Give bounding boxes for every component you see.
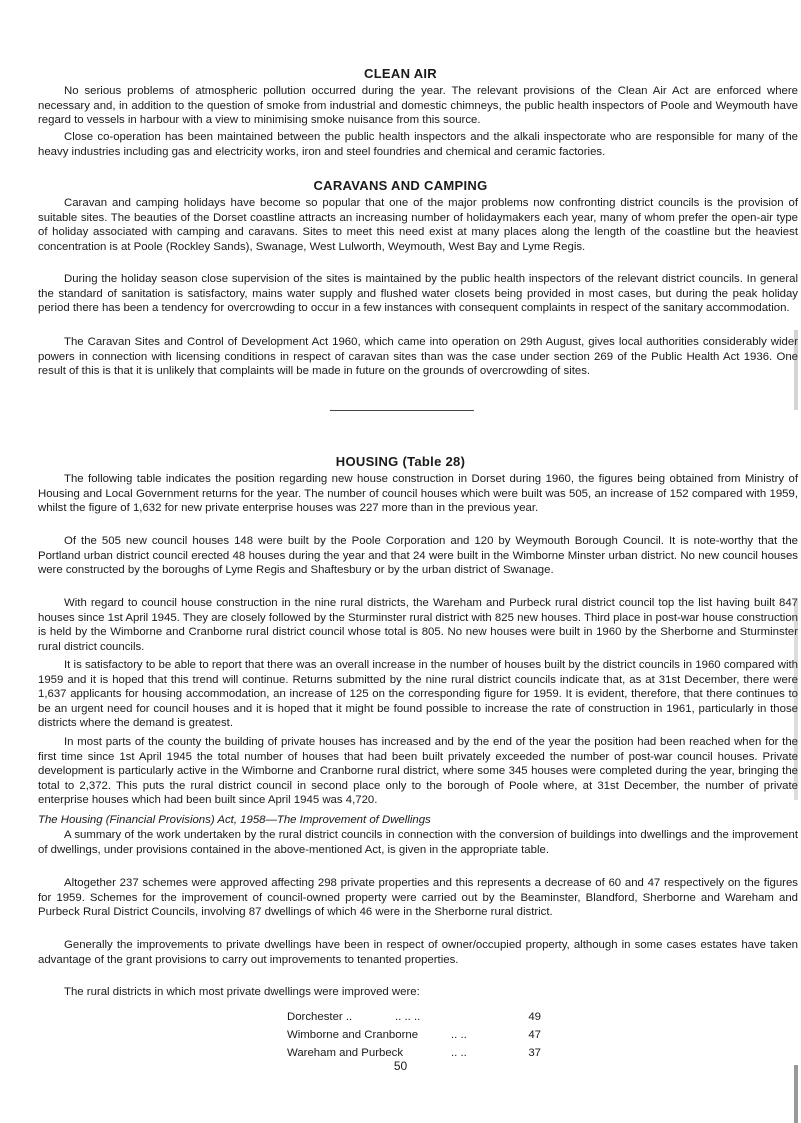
district-name: Wimborne and Cranborne — [287, 1029, 419, 1041]
district-count: 47 — [528, 1029, 541, 1041]
scan-edge-mark — [794, 330, 798, 410]
act-title: The Housing (Financial Provisions) Act, 1958—The Improvement of Dwellings — [38, 814, 431, 826]
housing-heading: HOUSING (Table 28) — [335, 454, 466, 469]
act-paragraph-1: A summary of the work undertaken by the rural district councils in connection with the conversion of buildings into dwellings and the improvement of dwellings, under provisions contained in the above-mentioned Act, is given in the appropriate table. — [38, 829, 798, 856]
district-name: Dorchester .. — [287, 1011, 353, 1023]
section-divider — [330, 410, 474, 411]
leader-dots: .. .. .. — [395, 1011, 421, 1023]
caravans-paragraph-3: The Caravan Sites and Control of Development Act 1960, which came into operation on 29th August, gives local authorities considerably wider powers in connection with licensing conditions in respect of caravan sites than was the case under section 269 of the Public Health Act 1936. One result of this is that it is unlikely that complaints will be made in future on the grounds of overcrowding of sites. — [38, 336, 798, 378]
district-count: 37 — [528, 1047, 541, 1059]
housing-paragraph-4: It is satisfactory to be able to report that there was an overall increase in the number of houses built by the district councils in 1960 compared with 1959 and it is hoped that this trend will continue. Returns submitted by the nine rural district councils indicate that, as at 31st December, there were 1,637 applicants for housing accommodation, an increase of 125 on the corresponding figure for 1959. It is evident, therefore, that there continues to be an urgent need for council houses and it is hoped that it might be found possible to increase the rate of construction in 1961, particularly in those districts where the demand is greatest. — [38, 659, 798, 730]
act-paragraph-3: Generally the improvements to private dwellings have been in respect of owner/occupied property, although in some cases estates have taken advantage of the grant provisions to carry out improvements to tenanted properties. — [38, 939, 798, 966]
page-number: 50 — [393, 1059, 408, 1073]
district-count: 49 — [528, 1011, 541, 1023]
leader-dots: .. .. — [451, 1029, 467, 1041]
district-list — [287, 1008, 587, 1062]
housing-paragraph-2: Of the 505 new council houses 148 were built by the Poole Corporation and 120 by Weymouth Borough Council. It is note-worthy that the Portland urban district council erected 48 houses during the year and that 24 were built in the Wimborne Minster urban district. No new council houses were constructed by the boroughs of Lyme Regis and Shaftesbury or by the urban district of Swanage. — [38, 535, 798, 577]
district-name: Wareham and Purbeck — [287, 1047, 404, 1059]
housing-paragraph-3: With regard to council house construction in the nine rural districts, the Wareham and Purbeck rural district council top the list having built 847 houses since 1st April 1945. They are closely followed by the Sturminster rural district with 825 new houses. Third place in post-war house construction is held by the Wimborne and Cranborne rural district council whose total is 805. No new houses were built in 1960 by the Sherborne and Sturminster rural district councils. — [38, 597, 798, 653]
caravans-paragraph-1: Caravan and camping holidays have become so popular that one of the major problems now confronting district councils is the provision of suitable sites. The beauties of the Dorset coastline attracts an increasing number of holidaymakers each year, many of whom prefer the open-air type of holiday associated with camping and caravans. Sites to meet this need exist at many places along the length of the coastline but the heaviest concentration is at Poole (Rockley Sands), Swanage, West Lulworth, Weymouth, West Bay and Lyme Regis. — [38, 197, 798, 253]
list-item — [287, 1008, 587, 1026]
caravans-heading: CARAVANS AND CAMPING — [313, 178, 488, 193]
act-paragraph-4: The rural districts in which most private dwellings were improved were: — [64, 986, 420, 998]
caravans-paragraph-2: During the holiday season close supervision of the sites is maintained by the public health inspectors of the relevant district councils. In general the standard of sanitation is satisfactory, mains water supply and flushed water closets being provided in most cases, but during the peak holiday period there has been a tendency for overcrowding to occur in a few instances with consequent complaints in respect of the sanitary accommodation. — [38, 273, 798, 315]
scan-edge-mark — [794, 600, 798, 800]
clean-air-paragraph-1: No serious problems of atmospheric pollution occurred during the year. The relevant provisions of the Clean Air Act are enforced where necessary and, in addition to the question of smoke from industrial and domestic chimneys, the public health inspectors of Poole and Weymouth have regard to vessels in harbour with a view to minimising smoke nuisance from this source. — [38, 85, 798, 127]
list-item — [287, 1026, 587, 1044]
housing-paragraph-5: In most parts of the county the building of private houses has increased and by the end of the year the position had been reached when for the first time since 1st April 1945 the total number of houses that had been built privately exceeded the number of post-war council houses. Private development is particularly active in the Wimborne and Cranborne rural district, where some 345 houses were completed during the year, bringing the total to 2,372. This puts the rural district council in second place only to the borough of Poole where, at 31st December, the number of private enterprise houses which had been built since April 1945 was 4,720. — [38, 736, 798, 807]
leader-dots: .. .. — [451, 1047, 467, 1059]
housing-paragraph-1: The following table indicates the position regarding new house construction in Dorset during 1960, the figures being obtained from Ministry of Housing and Local Government returns for the year. The number of council houses which were built was 505, an increase of 152 compared with 1959, whilst the figure of 1,632 for new private enterprise houses was 227 more than in the previous year. — [38, 473, 798, 515]
scan-edge-mark — [794, 1065, 798, 1123]
act-paragraph-2: Altogether 237 schemes were approved affecting 298 private properties and this represents a decrease of 60 and 47 respectively on the figures for 1959. Schemes for the improvement of council-owned property were carried out by the Beaminster, Blandford, Sherborne and Wareham and Purbeck Rural District Councils, involving 87 dwellings of which 46 were in the Sherborne rural district. — [38, 877, 798, 919]
clean-air-heading: CLEAN AIR — [364, 66, 437, 81]
clean-air-paragraph-2: Close co-operation has been maintained between the public health inspectors and the alkali inspectorate who are responsible for many of the heavy industries including gas and electricity works, iron and steel foundries and chemical and ceramic factories. — [38, 131, 798, 158]
